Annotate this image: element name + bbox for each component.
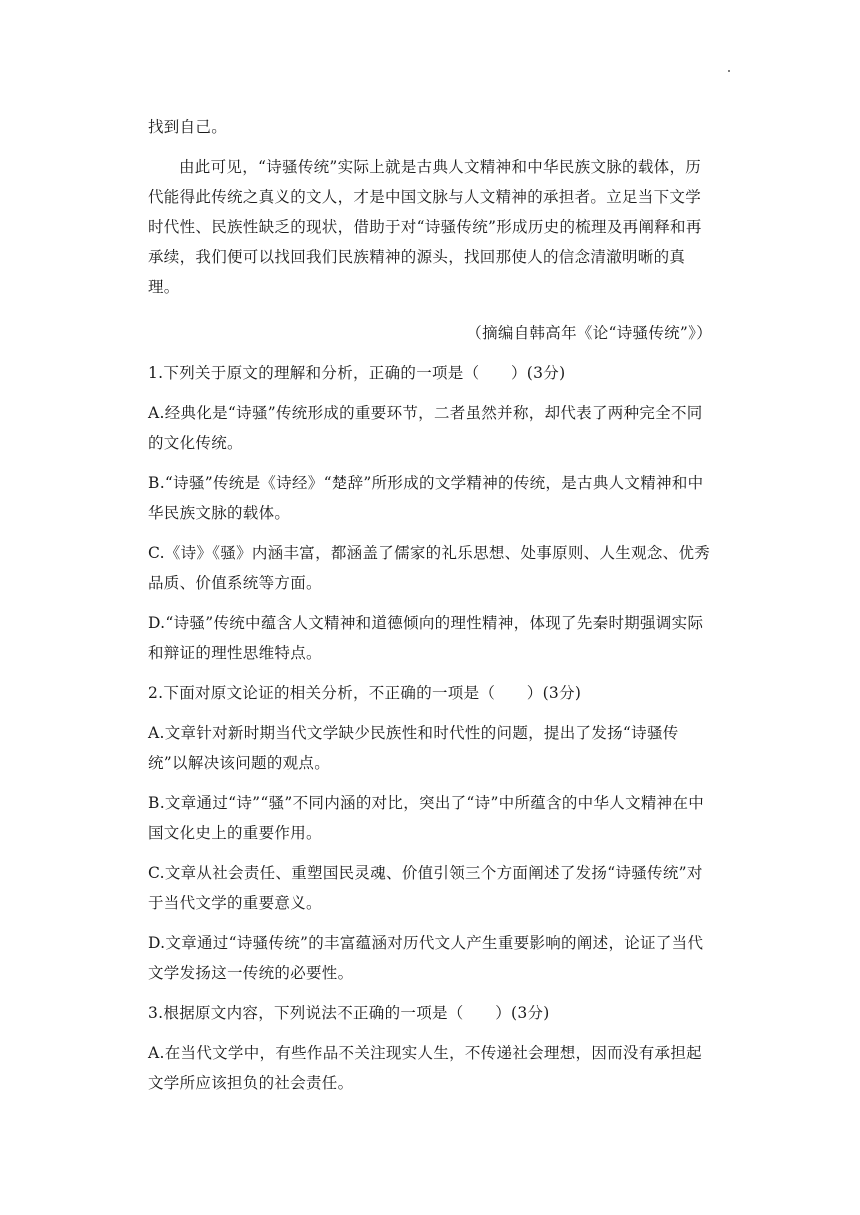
question-stem: 1.下列关于原文的理解和分析，正确的一项是（ ）(3分): [148, 364, 566, 382]
option-a: A.文章针对新时期当代文学缺少民族性和时代性的问题，提出了发扬“诗骚传统”以解决该问题的观点。: [148, 724, 679, 772]
question-stem: 3.根据原文内容，下列说法不正确的一项是（ ）(3分): [148, 1004, 550, 1022]
question-1: [148, 358, 714, 668]
option-c: C.《诗》《骚》内涵丰富，都涵盖了儒家的礼乐思想、处事原则、人生观念、优秀品质、价值系统等方面。: [148, 544, 711, 592]
question-2: [148, 678, 714, 988]
passage-paragraph-1: 找到自己。: [148, 118, 228, 136]
option-d: D.“诗骚”传统中蕴含人文精神和道德倾向的理性精神，体现了先秦时期强调实际和辩证的理性思维特点。: [148, 614, 704, 662]
question-3: [148, 998, 714, 1098]
passage-paragraph-2: 由此可见，“诗骚传统”实际上就是古典人文精神和中华民族文脉的载体，历代能得此传统之真义的文人，才是中国文脉与人文精神的承担者。立足当下文学时代性、民族性缺乏的现状，借助于对“诗骚传统”形成历史的梳理及再阐释和再承续，我们便可以找回我们民族精神的源头，找回那使人的信念清澈明晰的真理。: [148, 158, 702, 296]
option-a: A.在当代文学中，有些作品不关注现实人生，不传递社会理想，因而没有承担起文学所应该担负的社会责任。: [148, 1044, 702, 1092]
document-body: [148, 112, 714, 1098]
option-d: D.文章通过“诗骚传统”的丰富蕴涵对历代文人产生重要影响的阐述，论证了当代文学发扬这一传统的必要性。: [148, 934, 704, 982]
option-c: C.文章从社会责任、重塑国民灵魂、价值引领三个方面阐述了发扬“诗骚传统”对于当代文学的重要意义。: [148, 864, 703, 912]
option-a: A.经典化是“诗骚”传统形成的重要环节，二者虽然并称，却代表了两种完全不同的文化传统。: [148, 404, 703, 452]
option-b: B.文章通过“诗”“骚”不同内涵的对比，突出了“诗”中所蕴含的中华人文精神在中国文化史上的重要作用。: [148, 794, 705, 842]
option-b: B.“诗骚”传统是《诗经》“楚辞”所形成的文学精神的传统，是古典人文精神和中华民族文脉的载体。: [148, 474, 704, 522]
passage-source: （摘编自韩高年《论“诗骚传统”》）: [466, 324, 712, 342]
question-stem: 2.下面对原文论证的相关分析，不正确的一项是（ ）(3分): [148, 684, 582, 702]
corner-mark: [728, 70, 730, 72]
